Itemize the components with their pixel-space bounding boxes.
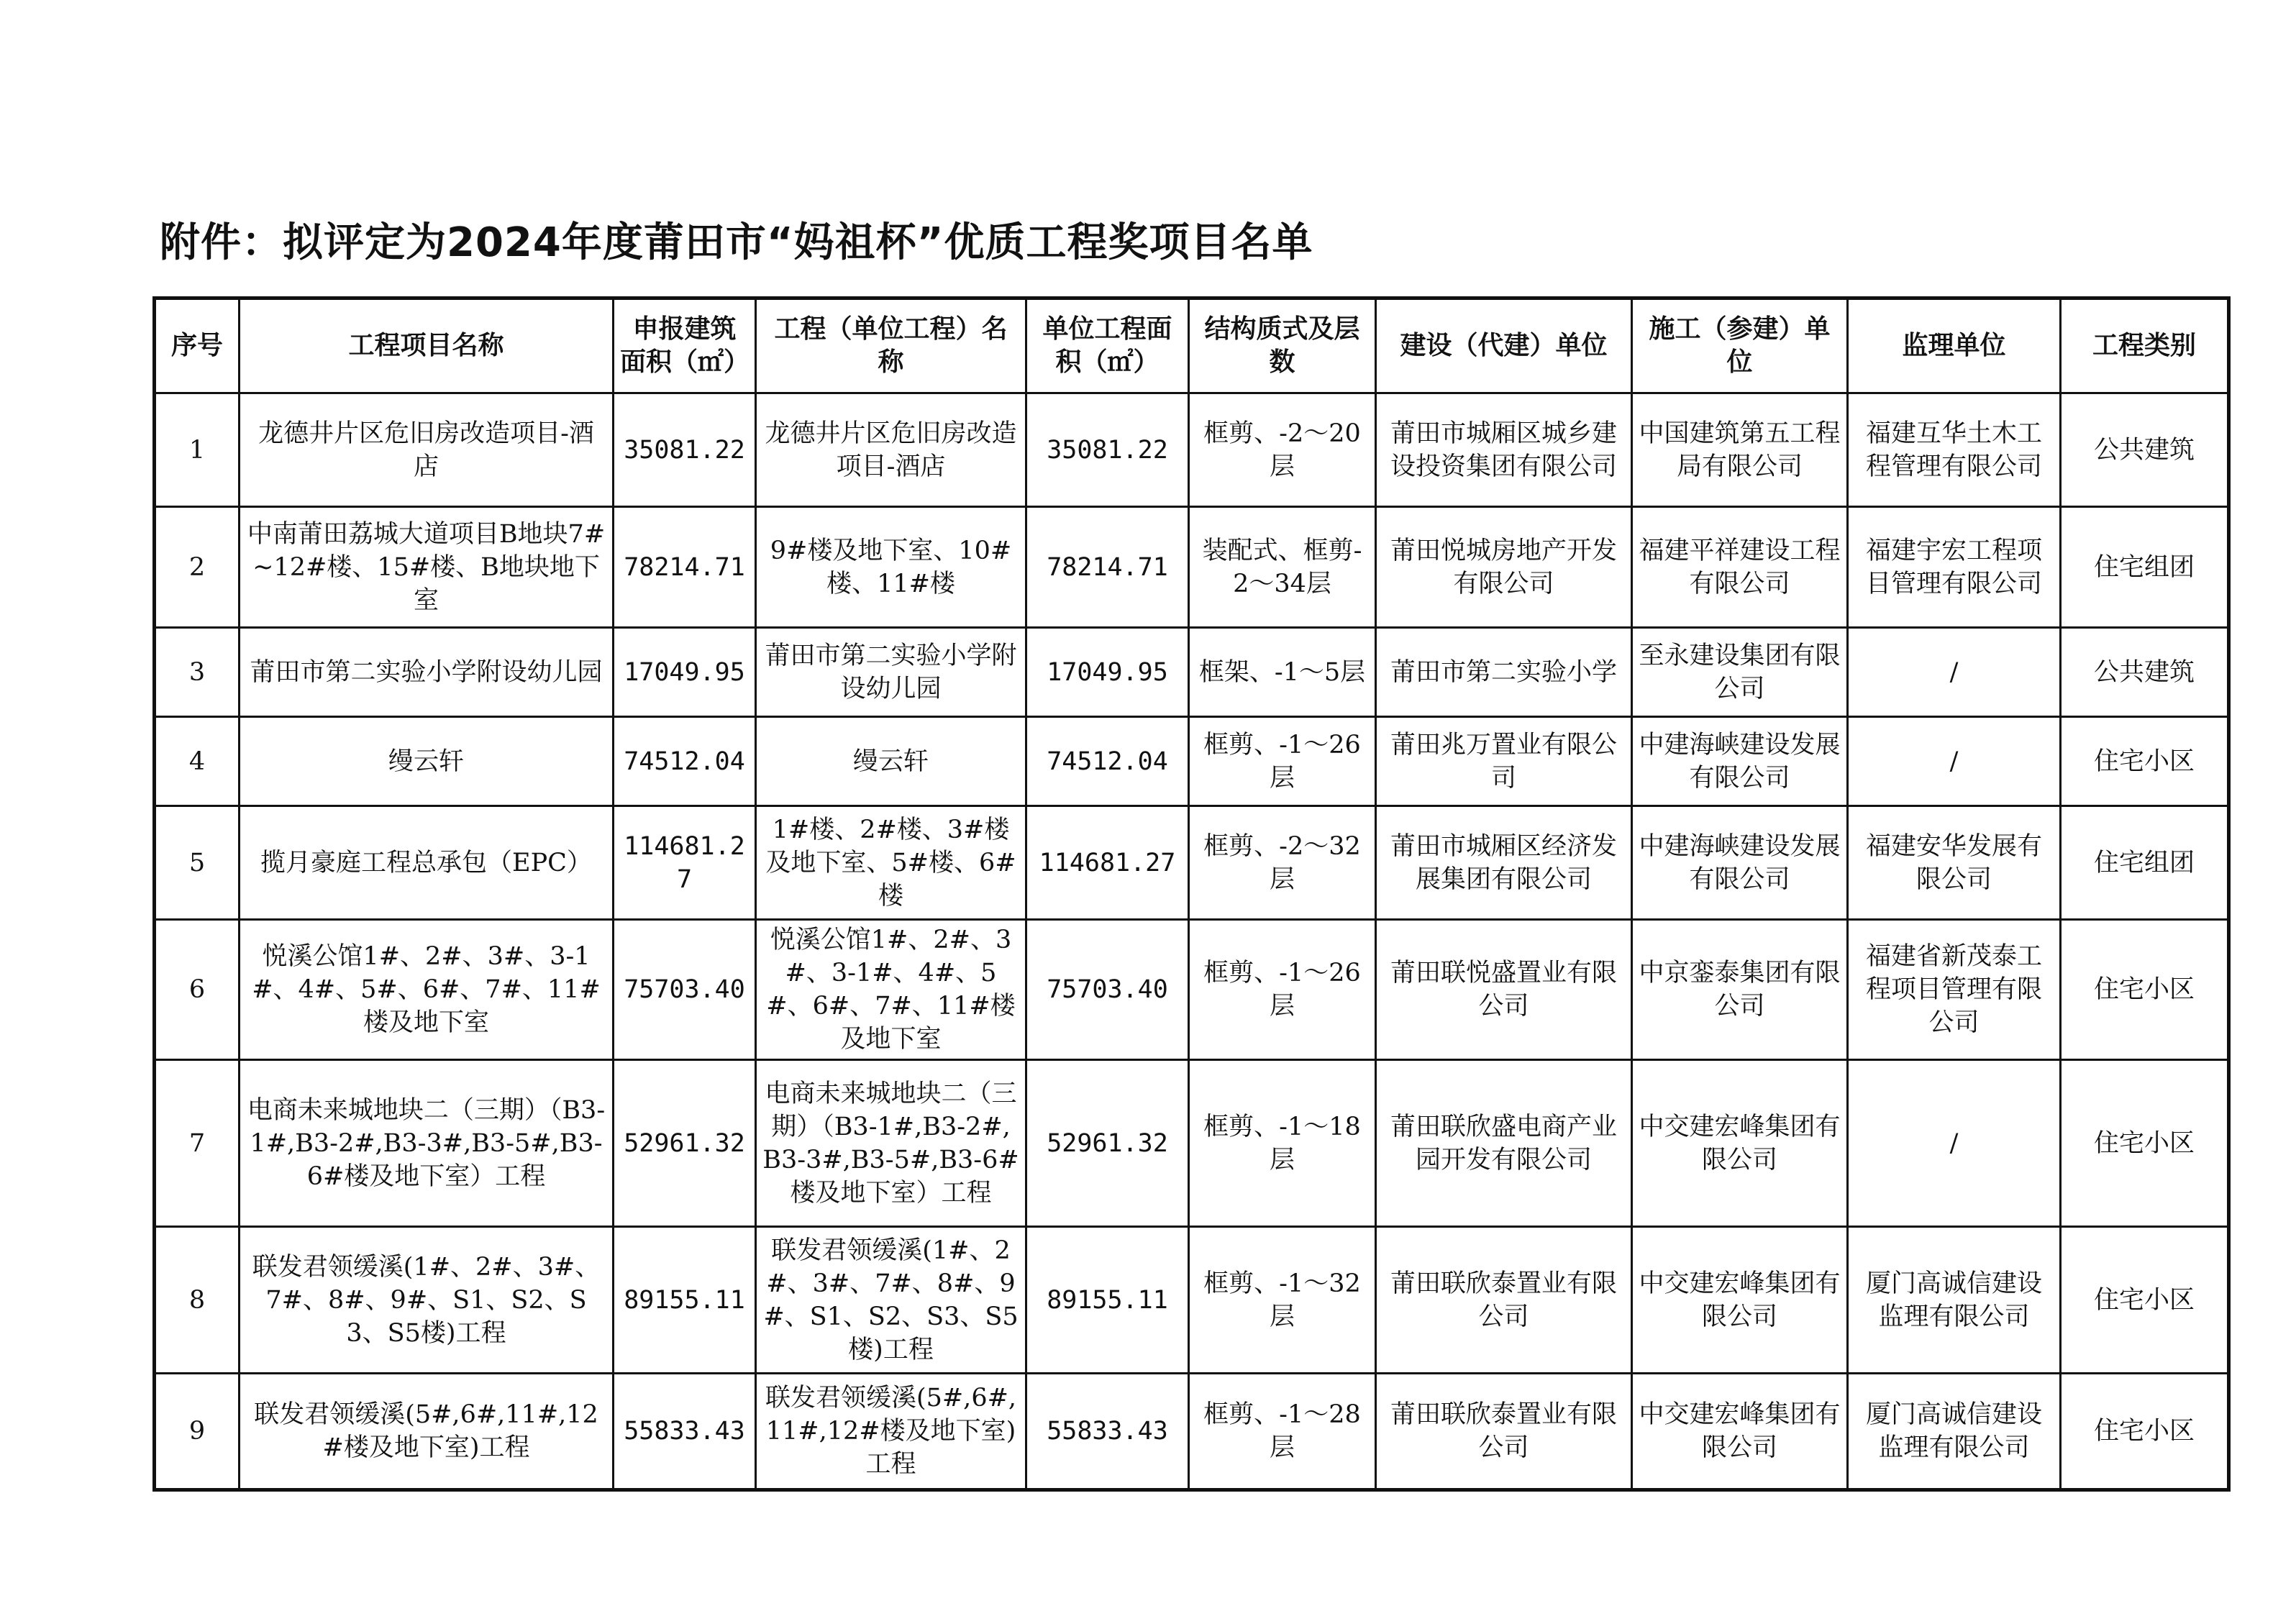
cell-builder: 莆田联欣盛电商产业园开发有限公司 (1376, 1060, 1632, 1227)
cell-no: 6 (155, 920, 240, 1060)
cell-declared-area: 17049.95 (614, 628, 756, 717)
cell-no: 3 (155, 628, 240, 717)
cell-unit-name: 9#楼及地下室、10#楼、11#楼 (756, 507, 1026, 628)
cell-declared-area: 74512.04 (614, 717, 756, 806)
table-row (155, 507, 2229, 628)
cell-unit-area: 52961.32 (1026, 1060, 1189, 1227)
table-row (155, 1060, 2229, 1227)
cell-category: 公共建筑 (2061, 628, 2229, 717)
cell-category: 住宅组团 (2061, 507, 2229, 628)
cell-builder: 莆田联欣泰置业有限公司 (1376, 1374, 1632, 1490)
cell-contractor: 福建平祥建设工程有限公司 (1632, 507, 1848, 628)
cell-unit-area: 74512.04 (1026, 717, 1189, 806)
header-declared-area: 申报建筑面积（㎡） (614, 298, 756, 393)
cell-builder: 莆田市第二实验小学 (1376, 628, 1632, 717)
table-row (155, 806, 2229, 920)
cell-declared-area: 35081.22 (614, 393, 756, 507)
table-row (155, 393, 2229, 507)
cell-no: 4 (155, 717, 240, 806)
header-unit-area: 单位工程面积（㎡） (1026, 298, 1189, 393)
cell-contractor: 中建海峡建设发展有限公司 (1632, 717, 1848, 806)
cell-contractor: 中建海峡建设发展有限公司 (1632, 806, 1848, 920)
cell-supervisor: 厦门高诚信建设监理有限公司 (1848, 1374, 2061, 1490)
header-unit-name: 工程（单位工程）名称 (756, 298, 1026, 393)
cell-project-name: 联发君领缓溪(1#、2#、3#、7#、8#、9#、S1、S2、S3、S5楼)工程 (240, 1227, 614, 1374)
cell-supervisor: 福建宇宏工程项目管理有限公司 (1848, 507, 2061, 628)
cell-no: 9 (155, 1374, 240, 1490)
cell-no: 1 (155, 393, 240, 507)
table-header-row (155, 298, 2229, 393)
cell-unit-name: 缦云轩 (756, 717, 1026, 806)
cell-unit-area: 35081.22 (1026, 393, 1189, 507)
cell-structure: 框剪、-1～26层 (1189, 920, 1376, 1060)
cell-structure: 框剪、-2～32层 (1189, 806, 1376, 920)
cell-category: 住宅小区 (2061, 1374, 2229, 1490)
table-row (155, 920, 2229, 1060)
cell-no: 7 (155, 1060, 240, 1227)
header-contractor: 施工（参建）单位 (1632, 298, 1848, 393)
cell-category: 住宅小区 (2061, 920, 2229, 1060)
cell-builder: 莆田市城厢区城乡建设投资集团有限公司 (1376, 393, 1632, 507)
cell-category: 住宅小区 (2061, 1060, 2229, 1227)
project-table (152, 296, 2231, 1492)
cell-project-name: 悦溪公馆1#、2#、3#、3-1#、4#、5#、6#、7#、11#楼及地下室 (240, 920, 614, 1060)
cell-builder: 莆田市城厢区经济发展集团有限公司 (1376, 806, 1632, 920)
cell-structure: 框剪、-2～20层 (1189, 393, 1376, 507)
cell-contractor: 中国建筑第五工程局有限公司 (1632, 393, 1848, 507)
cell-unit-name: 龙德井片区危旧房改造项目-酒店 (756, 393, 1026, 507)
cell-project-name: 中南莆田荔城大道项目B地块7#~12#楼、15#楼、B地块地下室 (240, 507, 614, 628)
cell-contractor: 中交建宏峰集团有限公司 (1632, 1227, 1848, 1374)
page-title: 附件：拟评定为2024年度莆田市“妈祖杯”优质工程奖项目名单 (160, 219, 1313, 266)
cell-contractor: 中交建宏峰集团有限公司 (1632, 1374, 1848, 1490)
cell-supervisor: 福建安华发展有限公司 (1848, 806, 2061, 920)
cell-supervisor: / (1848, 717, 2061, 806)
cell-project-name: 联发君领缓溪(5#,6#,11#,12#楼及地下室)工程 (240, 1374, 614, 1490)
cell-unit-name: 联发君领缓溪(5#,6#,11#,12#楼及地下室)工程 (756, 1374, 1026, 1490)
header-supervisor: 监理单位 (1848, 298, 2061, 393)
cell-supervisor: 福建省新茂泰工程项目管理有限公司 (1848, 920, 2061, 1060)
cell-structure: 框剪、-1～28层 (1189, 1374, 1376, 1490)
cell-unit-area: 114681.27 (1026, 806, 1189, 920)
cell-contractor: 中京銮泰集团有限公司 (1632, 920, 1848, 1060)
cell-structure: 装配式、框剪-2～34层 (1189, 507, 1376, 628)
cell-project-name: 揽月豪庭工程总承包（EPC） (240, 806, 614, 920)
cell-structure: 框剪、-1～18层 (1189, 1060, 1376, 1227)
cell-supervisor: / (1848, 628, 2061, 717)
header-structure: 结构质式及层数 (1189, 298, 1376, 393)
cell-unit-name: 电商未来城地块二（三期）（B3-1#,B3-2#,B3-3#,B3-5#,B3-6#楼及地下室）工程 (756, 1060, 1026, 1227)
cell-unit-area: 78214.71 (1026, 507, 1189, 628)
cell-project-name: 莆田市第二实验小学附设幼儿园 (240, 628, 614, 717)
cell-unit-area: 55833.43 (1026, 1374, 1189, 1490)
cell-unit-name: 莆田市第二实验小学附设幼儿园 (756, 628, 1026, 717)
cell-declared-area: 55833.43 (614, 1374, 756, 1490)
cell-builder: 莆田联欣泰置业有限公司 (1376, 1227, 1632, 1374)
cell-declared-area: 89155.11 (614, 1227, 756, 1374)
table-row (155, 1227, 2229, 1374)
cell-builder: 莆田悦城房地产开发有限公司 (1376, 507, 1632, 628)
cell-builder: 莆田联悦盛置业有限公司 (1376, 920, 1632, 1060)
header-no: 序号 (155, 298, 240, 393)
cell-declared-area: 52961.32 (614, 1060, 756, 1227)
cell-project-name: 缦云轩 (240, 717, 614, 806)
cell-structure: 框架、-1～5层 (1189, 628, 1376, 717)
cell-builder: 莆田兆万置业有限公司 (1376, 717, 1632, 806)
cell-category: 住宅小区 (2061, 717, 2229, 806)
cell-category: 公共建筑 (2061, 393, 2229, 507)
cell-supervisor: 厦门高诚信建设监理有限公司 (1848, 1227, 2061, 1374)
header-builder: 建设（代建）单位 (1376, 298, 1632, 393)
cell-unit-area: 75703.40 (1026, 920, 1189, 1060)
table-row (155, 628, 2229, 717)
cell-no: 8 (155, 1227, 240, 1374)
cell-unit-name: 1#楼、2#楼、3#楼及地下室、5#楼、6#楼 (756, 806, 1026, 920)
table-row (155, 1374, 2229, 1490)
cell-unit-name: 悦溪公馆1#、2#、3#、3-1#、4#、5#、6#、7#、11#楼及地下室 (756, 920, 1026, 1060)
cell-unit-area: 17049.95 (1026, 628, 1189, 717)
header-project-name: 工程项目名称 (240, 298, 614, 393)
cell-structure: 框剪、-1～26层 (1189, 717, 1376, 806)
header-category: 工程类别 (2061, 298, 2229, 393)
cell-project-name: 龙德井片区危旧房改造项目-酒店 (240, 393, 614, 507)
table-row (155, 717, 2229, 806)
cell-no: 5 (155, 806, 240, 920)
cell-project-name: 电商未来城地块二（三期）（B3-1#,B3-2#,B3-3#,B3-5#,B3-6#楼及地下室）工程 (240, 1060, 614, 1227)
cell-supervisor: / (1848, 1060, 2061, 1227)
cell-category: 住宅小区 (2061, 1227, 2229, 1374)
cell-declared-area: 78214.71 (614, 507, 756, 628)
cell-contractor: 中交建宏峰集团有限公司 (1632, 1060, 1848, 1227)
cell-declared-area: 114681.27 (614, 806, 756, 920)
cell-category: 住宅组团 (2061, 806, 2229, 920)
cell-supervisor: 福建互华土木工程管理有限公司 (1848, 393, 2061, 507)
cell-no: 2 (155, 507, 240, 628)
cell-unit-area: 89155.11 (1026, 1227, 1189, 1374)
cell-unit-name: 联发君领缓溪(1#、2#、3#、7#、8#、9#、S1、S2、S3、S5楼)工程 (756, 1227, 1026, 1374)
cell-structure: 框剪、-1～32层 (1189, 1227, 1376, 1374)
cell-declared-area: 75703.40 (614, 920, 756, 1060)
cell-contractor: 至永建设集团有限公司 (1632, 628, 1848, 717)
